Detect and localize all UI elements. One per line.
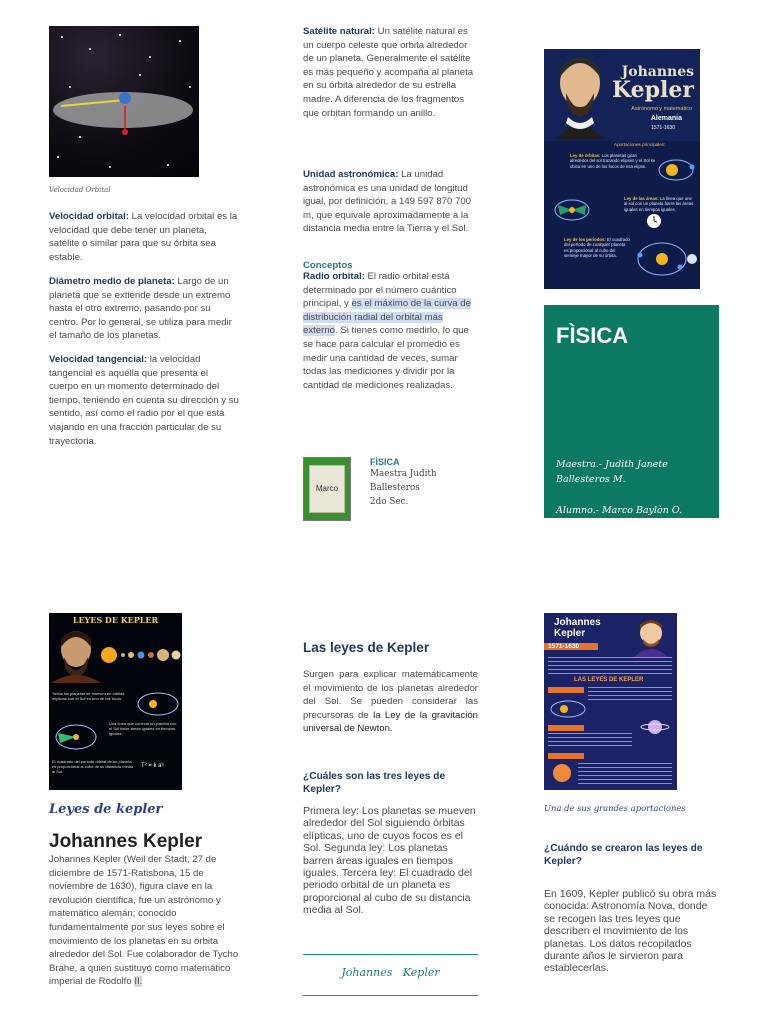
- footer-top-rule: [303, 954, 478, 955]
- poster-law-3: [564, 237, 630, 259]
- book-title: FÌSICA: [370, 457, 400, 467]
- kepler-laws-heading: Las leyes de Kepler: [303, 640, 430, 655]
- term: Velocidad tangencial:: [49, 354, 148, 365]
- area-sweep-icon: [53, 721, 99, 753]
- infographic-law-1-tag: [548, 687, 584, 693]
- poster-country: Alemania: [650, 115, 682, 122]
- law-2-title: Ley de las áreas:: [624, 196, 659, 201]
- law-1-text: Los planetas giran alrededor del sol trazando elipses y el Sol se ubica en uno de los focos de esa elipse.: [570, 153, 656, 169]
- cover-student: Alumno.- Marco Baylòn O.: [556, 505, 683, 516]
- poster-last-name: Kepler: [612, 77, 694, 103]
- law-2-text: La línea que une al sol con un planeta barre las áreas iguales en tiempos iguales.: [624, 196, 694, 212]
- orbit-diagram: [49, 26, 199, 177]
- book-teacher-line-2: Ballesteros: [370, 483, 420, 493]
- kepler-laws-intro: [303, 668, 478, 736]
- image-caption: Velocidad Orbital: [49, 186, 111, 194]
- equal-areas-icon: [552, 193, 592, 227]
- kepler-portrait: [51, 627, 101, 683]
- highlighted-numeral: II.: [134, 976, 143, 988]
- third-law-text: El cuadrado del periodo orbital de un planeta es proporcional al cubo de su distancia media al Sol.: [52, 759, 134, 774]
- term: Diámetro medio de planeta:: [49, 276, 175, 287]
- infographic-years: 1571-1630: [544, 643, 598, 650]
- intro-text: Surgen para explicar matemáticamente el movimiento de los planetas alrededor del Sol. Se pueden considerar las precursoras de: [303, 669, 478, 721]
- third-law-equation: T² = k a³: [141, 763, 164, 769]
- infographic-law-2-tag: [548, 725, 584, 731]
- natural-satellite-paragraph: [303, 25, 479, 120]
- astronomical-unit-paragraph: [303, 168, 475, 236]
- definition: La unidad astronómica es una unidad de longitud igual, por definición, a 149 597 870 700 m, que equivale aproximadamente a la distancia media entre la Tierra y el Sol.: [303, 169, 472, 235]
- infographic-intro-lines: [548, 657, 672, 675]
- physics-cover: [544, 305, 719, 518]
- poster-years: 1571-1630: [651, 125, 675, 131]
- orbital-velocity-paragraph: [49, 210, 239, 264]
- law-1-title: Ley de órbitas:: [570, 153, 601, 158]
- infographic-first-name: Johannes: [554, 617, 601, 628]
- kepler-poster: [544, 49, 700, 289]
- first-law-text: Todos los planetas se mueven en órbitas elípticas con el Sol en uno de los focos.: [52, 691, 125, 701]
- law-3-title: Ley de los periodos:: [564, 237, 606, 242]
- orbital-velocity-image: [49, 26, 199, 177]
- cover-teacher: Maestra.- Judith Janete Ballesteros M.: [556, 459, 668, 485]
- planet-diameter-paragraph: [49, 275, 239, 343]
- term: Velocidad orbital:: [49, 211, 129, 222]
- infographic-law-3-lines: [578, 763, 672, 785]
- definition: Un satélite natural es un cuerpo celeste que orbita alrededor de un planeta. Generalmente el satélite es más pequeño y acompaña al planeta en su órbita alrededor de su estrella madre. A diferencia de los fragmentos que orbitan formando un anillo.: [303, 26, 474, 119]
- infographic-law-2-lines: [548, 733, 632, 747]
- infographic-last-name: Kepler: [554, 628, 586, 639]
- poster-law-1: [570, 153, 656, 169]
- book-cover-thumbnail: [303, 457, 351, 521]
- intro-text-dark: la Ley de la gravitación universal de Newton.: [303, 709, 478, 735]
- second-law-text: Una línea que conecta un planeta con el Sol barre áreas iguales en tiempos iguales.: [109, 721, 177, 736]
- term: Radio orbital:: [303, 271, 365, 282]
- kepler-portrait: [550, 53, 610, 139]
- tangential-velocity-paragraph: [49, 353, 239, 448]
- book-grade: 2do Sec.: [370, 497, 409, 507]
- poster-subtitle: Astrónomo y matemático: [631, 106, 692, 112]
- poster-contributions-label: Aportaciones principales:: [614, 142, 666, 147]
- saturn-icon: [640, 715, 670, 739]
- term: Satélite natural:: [303, 26, 375, 37]
- infographic-laws-title: LAS LEYES DE KEPLER: [574, 677, 644, 683]
- definition: la velocidad tangencial es aquélla que presenta el cuerpo en un momento determinado del tiempo, teniendo en cuenta su dirección y su sentido, así como el radio por el que está viajando en una fracción particular de su trayectoria.: [49, 354, 239, 447]
- definition-continued: . Si tienes como medirlo, lo que se hace para calcular el promedio es medir una cantidad de veces, sumar todas las mediciones y dividir por la cantidad de mediciones realizadas.: [303, 325, 469, 391]
- law-3-text: El cuadrado del período de cualquier planeta es proporcional al cubo del semieje mayor de su órbita.: [564, 237, 630, 259]
- kepler-laws-poster: [49, 613, 182, 790]
- biography-text: Johannes Kepler (Weil der Stadt, 27 de diciembre de 1571-Ratisbona, 15 de noviembre de 1630), figura clave en la revolución científica, fue un astrónomo y matemático alemán; conocido fundamentalmente por sus leyes sobre el movimiento de los planetas en su órbita alrededor del Sol. Fue colaborador de Tycho Brahe, a quien sustituyó como matemático imperial de Rodolfo: [49, 854, 239, 988]
- poster-first-name: Johannes: [621, 64, 694, 80]
- infographic-law-3-tag: [548, 753, 584, 759]
- definition: Largo de un planeta que se extiende desde un extremo hasta el otro extremo, pasando por su centro. Por lo general, se utiliza para medir el tamaño de los planetas.: [49, 276, 232, 342]
- infographic-law-1-lines: [588, 687, 672, 701]
- when-created-answer: En 1609, Kepler publicó su obra más conocida: Astronomía Nova, donde se recogen las tres leyes que describen el movimiento de los planetas. Los datos recopilados durante años le sirvieron para establecerlas.: [544, 888, 717, 975]
- definition: El radio orbital está determinado por el número cuántico principal, y: [303, 271, 457, 310]
- poster-name: [612, 65, 694, 101]
- three-laws-answer: Primera ley: Los planetas se mueven alrededor del Sol siguiendo órbitas elípticas, uno de cuyos focos es el Sol. Segunda ley: Los planetas barren áreas iguales en tiempos iguales. Tercera ley: El cuadrado del periodo orbital de un planeta es proporcional al cubo de su distancia media al Sol.: [303, 805, 476, 917]
- ellipse-orbit-icon: [548, 697, 588, 721]
- orbit-ellipse-icon: [656, 153, 696, 187]
- kepler-laws-subtitle: Leyes de kepler: [49, 802, 163, 817]
- thumbnail-label: Marco: [315, 484, 339, 493]
- poster-law-2: [624, 196, 696, 212]
- kepler-heading: Johannes Kepler: [49, 831, 203, 852]
- term: Unidad astronómica:: [303, 169, 399, 180]
- when-created-question: ¿Cuándo se crearon las leyes de Kepler?: [544, 843, 703, 867]
- highlighted-text: es el máximo de la curva de distribución radial del orbital más externo: [303, 298, 471, 337]
- definition: La velocidad orbital es la velocidad que debe tener un planeta, satélite o similar para que su órbita sea estable.: [49, 211, 238, 263]
- planet-icon: [550, 761, 574, 785]
- ellipse-orbit-icon: [135, 689, 181, 719]
- periods-diagram-icon: [632, 233, 698, 283]
- infographic-caption: Una de sus grandes aportaciones: [544, 803, 686, 813]
- footer-bottom-rule: [303, 995, 478, 996]
- kepler-infographic: [544, 613, 677, 790]
- cover-title: FÌSICA: [556, 323, 629, 348]
- kepler-biography: [49, 853, 239, 989]
- kepler-laws-poster-title: LEYES DE KEPLER: [72, 615, 159, 625]
- concepts-heading: Conceptos: [303, 260, 353, 271]
- clock-icon: [644, 211, 664, 231]
- kepler-cartoon-portrait: [630, 615, 672, 657]
- footer-author: Johannes Kepler: [341, 966, 440, 979]
- three-laws-question: ¿Cuáles son las tres leyes de Kepler?: [303, 771, 446, 795]
- planets-row-icon: [101, 627, 181, 683]
- book-teacher-line-1: Maestra Judith: [370, 469, 437, 479]
- orbital-radius-paragraph: [303, 270, 479, 392]
